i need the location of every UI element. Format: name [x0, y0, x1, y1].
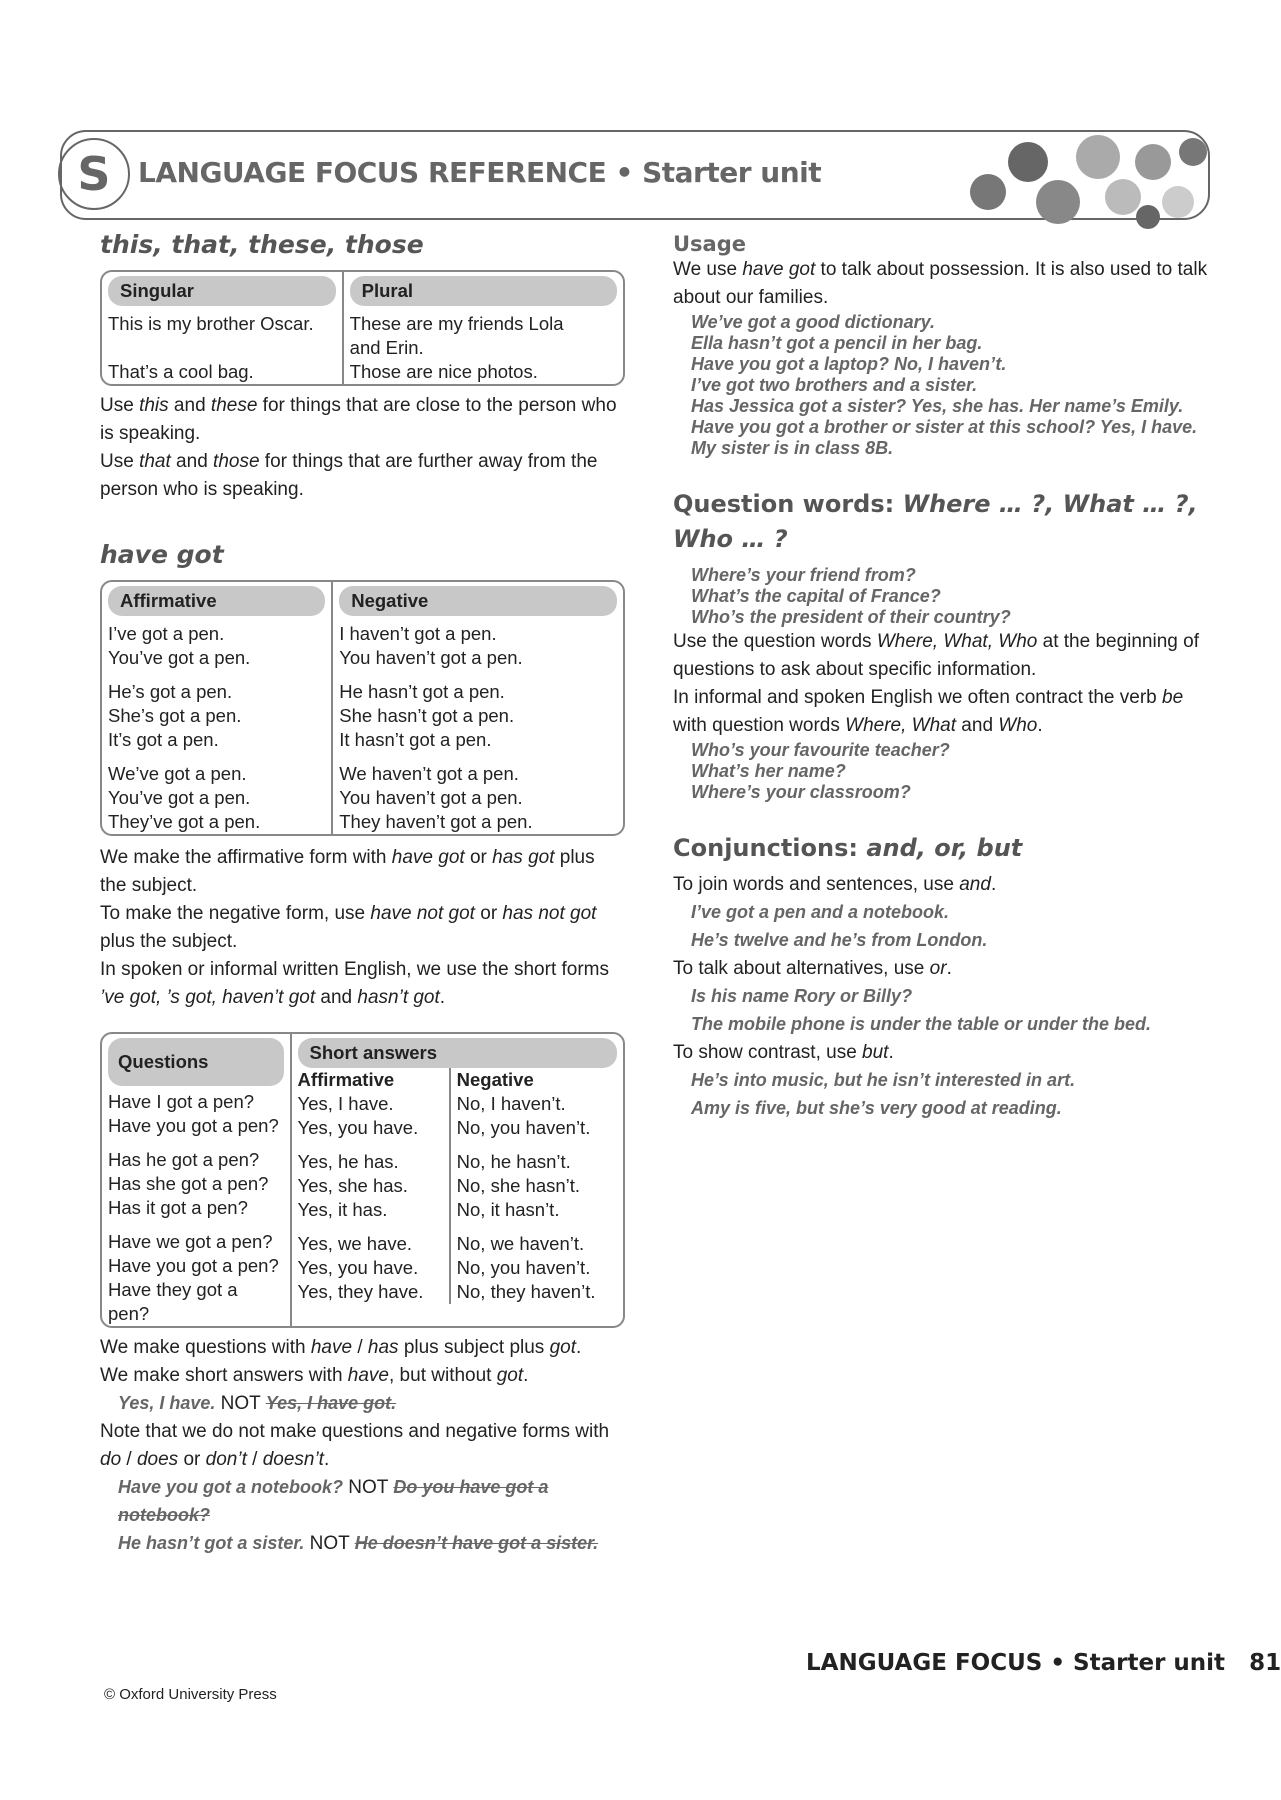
example: He hasn’t got a sister. [118, 1533, 305, 1553]
text-line: Have you got a laptop? No, I haven’t. [691, 354, 1007, 374]
paragraph: Have you got a notebook? NOT Do you have got a notebook? [118, 1477, 549, 1525]
text-line: No, we haven’t. [456, 1233, 585, 1254]
example: Yes, I have. [118, 1393, 216, 1413]
text-line: You haven’t got a pen. [339, 787, 523, 808]
text-line: I’ve got two brothers and a sister. [691, 375, 978, 395]
text-line: Who’s the president of their country? [691, 607, 1011, 627]
text-line: You haven’t got a pen. [339, 647, 523, 668]
column-header: Negative [339, 586, 617, 616]
text-line: Has he got a pen? [108, 1149, 260, 1170]
paragraph [673, 1011, 1213, 1039]
text-line: Yes, she has. [297, 1175, 408, 1196]
text-line: Yes, you have. [297, 1117, 419, 1138]
paragraph [673, 983, 1213, 1011]
example: He’s into music, but he isn’t interested in art. [691, 1070, 1076, 1090]
text-line: Yes, he has. [297, 1151, 399, 1172]
text-line: Has Jessica got a sister? Yes, she has. Her name’s Emily. [691, 396, 1184, 416]
example: Amy is five, but she’s very good at reading. [691, 1098, 1062, 1118]
column-header: Questions [108, 1038, 284, 1086]
paragraph [673, 1095, 1213, 1123]
incorrect-example: Do you have got a notebook? [118, 1477, 549, 1525]
example: The mobile phone is under the table or under the bed. [691, 1014, 1152, 1034]
section-title-this-that: this, that, these, those [100, 230, 424, 259]
example: I’ve got a pen and a notebook. [691, 902, 950, 922]
text-line: He’s got a pen. [108, 681, 233, 702]
text-line: That’s a cool bag. [108, 361, 254, 382]
text-line: No, they haven’t. [456, 1281, 596, 1302]
text-line: It’s got a pen. [108, 729, 219, 750]
text-line: Yes, you have. [297, 1257, 419, 1278]
text-line: and Erin. [349, 337, 424, 358]
subheader: Negative [456, 1069, 534, 1090]
negative-examples [339, 622, 617, 834]
incorrect-example: Yes, I have got. [265, 1393, 397, 1413]
text-line: I’ve got a pen. [108, 623, 225, 644]
text-line: Have they got a pen? [108, 1279, 238, 1324]
text-line: What’s her name? [691, 761, 846, 781]
page-number: 81 [1249, 1650, 1281, 1676]
contraction-examples [673, 740, 1213, 803]
subheader: Affirmative [297, 1069, 395, 1090]
page-title: LANGUAGE FOCUS REFERENCE • Starter unit [138, 156, 822, 189]
question-words-title: Question words: Where … ?, What … ?, Who … ? [673, 490, 1198, 553]
paragraph: Note that we do not make questions and negative forms with do / does or don’t / doesn’t. [100, 1421, 610, 1470]
usage-text [673, 256, 1213, 312]
conjunctions-text [673, 871, 1213, 1123]
usage-examples [673, 312, 1213, 459]
paragraph: He hasn’t got a sister. NOT He doesn’t have got a sister. [118, 1533, 599, 1554]
text-line: Have you got a brother or sister at this school? Yes, I have. [691, 417, 1198, 437]
paragraph: In spoken or informal written English, we use the short forms ’ve got, ’s got, haven’t got and hasn’t got. [100, 959, 610, 1008]
decorative-pattern-icon [948, 132, 1208, 222]
paragraph: Use that and those for things that are further away from the person who is speaking. [100, 451, 598, 500]
questions-table [100, 1032, 625, 1328]
plural-examples [350, 312, 617, 384]
right-column [673, 232, 1213, 1123]
question-word-examples [673, 565, 1213, 628]
negative-answers [457, 1092, 596, 1304]
text-line: She’s got a pen. [108, 705, 242, 726]
text-line: Yes, I have. [297, 1093, 394, 1114]
column-header: Plural [350, 276, 617, 306]
paragraph: To show contrast, use but. [673, 1042, 894, 1063]
text-line: I haven’t got a pen. [339, 623, 497, 644]
text-line: Has it got a pen? [108, 1197, 248, 1218]
text-line: Yes, they have. [297, 1281, 424, 1302]
paragraph [673, 1067, 1213, 1095]
section-title-have-got: have got [100, 540, 224, 569]
usage-title: Usage [673, 232, 746, 256]
text-line: He hasn’t got a pen. [339, 681, 505, 702]
text-line: Have I got a pen? [108, 1091, 255, 1112]
this-that-table [100, 270, 625, 386]
this-that-explanation [100, 392, 625, 504]
page-footer: LANGUAGE FOCUS • Starter unit 81 [806, 1650, 1281, 1676]
text-line: We’ve got a pen. [108, 763, 247, 784]
paragraph: To talk about alternatives, use or. [673, 958, 952, 979]
page-header [60, 130, 1210, 220]
question-examples [108, 1090, 284, 1326]
left-column [100, 228, 625, 1558]
text-line: No, you haven’t. [456, 1257, 591, 1278]
paragraph: To join words and sentences, use and. [673, 874, 997, 895]
question-words-text [673, 628, 1213, 740]
text-line: You’ve got a pen. [108, 787, 251, 808]
paragraph: Yes, I have. NOT Yes, I have got. [118, 1393, 397, 1414]
text-line: They haven’t got a pen. [339, 811, 533, 832]
text-line: She hasn’t got a pen. [339, 705, 515, 726]
paragraph: Use the question words Where, What, Who at the beginning of questions to ask about specific information. [673, 631, 1199, 680]
have-got-table [100, 580, 625, 836]
text-line: Has she got a pen? [108, 1173, 269, 1194]
questions-explanation [100, 1334, 625, 1558]
text-line: We’ve got a good dictionary. [691, 312, 936, 332]
paragraph: In informal and spoken English we often contract the verb be with question words Where, What and Who. [673, 687, 1184, 736]
text-line: We haven’t got a pen. [339, 763, 519, 784]
example: Is his name Rory or Billy? [691, 986, 913, 1006]
text-line: Yes, it has. [297, 1199, 388, 1220]
paragraph: We use have got to talk about possession. It is also used to talk about our families. [673, 259, 1208, 308]
paragraph: We make the affirmative form with have got or has got plus the subject. [100, 847, 595, 896]
paragraph: We make short answers with have, but without got. [100, 1365, 529, 1386]
paragraph [673, 927, 1213, 955]
text-line [108, 336, 336, 360]
text-line: You’ve got a pen. [108, 647, 251, 668]
text-line: Where’s your classroom? [691, 782, 911, 802]
example: He’s twelve and he’s from London. [691, 930, 988, 950]
text-line: Those are nice photos. [349, 361, 538, 382]
paragraph: We make questions with have / has plus subject plus got. [100, 1337, 582, 1358]
unit-badge: S [58, 138, 130, 210]
affirmative-examples [108, 622, 325, 834]
have-got-explanation [100, 844, 625, 1012]
text-line: Have you got a pen? [108, 1255, 279, 1276]
text-line: They’ve got a pen. [108, 811, 261, 832]
paragraph: Use this and these for things that are close to the person who is speaking. [100, 395, 617, 444]
singular-examples [108, 312, 336, 384]
example: Have you got a notebook? [118, 1477, 344, 1497]
column-header: Affirmative [108, 586, 325, 616]
text-line: No, he hasn’t. [456, 1151, 571, 1172]
text-line: No, she hasn’t. [456, 1175, 581, 1196]
text-line: No, it hasn’t. [456, 1199, 560, 1220]
text-line: Who’s your favourite teacher? [691, 740, 950, 760]
conjunctions-title: Conjunctions: and, or, but [673, 834, 1023, 862]
text-line: Yes, we have. [297, 1233, 413, 1254]
affirmative-answers [298, 1092, 443, 1304]
text-line: These are my friends Lola [349, 313, 564, 334]
text-line: It hasn’t got a pen. [339, 729, 492, 750]
text-line: My sister is in class 8B. [691, 438, 894, 458]
text-line: Have you got a pen? [108, 1115, 279, 1136]
text-line: No, you haven’t. [456, 1117, 591, 1138]
text-line: Where’s your friend from? [691, 565, 916, 585]
copyright: © Oxford University Press [104, 1686, 277, 1703]
incorrect-example: He doesn’t have got a sister. [354, 1533, 599, 1553]
text-line: No, I haven’t. [456, 1093, 566, 1114]
text-line: Have we got a pen? [108, 1231, 273, 1252]
paragraph [673, 899, 1213, 927]
text-line: What’s the capital of France? [691, 586, 941, 606]
column-header: Short answers [298, 1038, 617, 1068]
text-line: Ella hasn’t got a pencil in her bag. [691, 333, 983, 353]
text-line: This is my brother Oscar. [108, 313, 314, 334]
paragraph: To make the negative form, use have not got or has not got plus the subject. [100, 903, 597, 952]
column-header: Singular [108, 276, 336, 306]
